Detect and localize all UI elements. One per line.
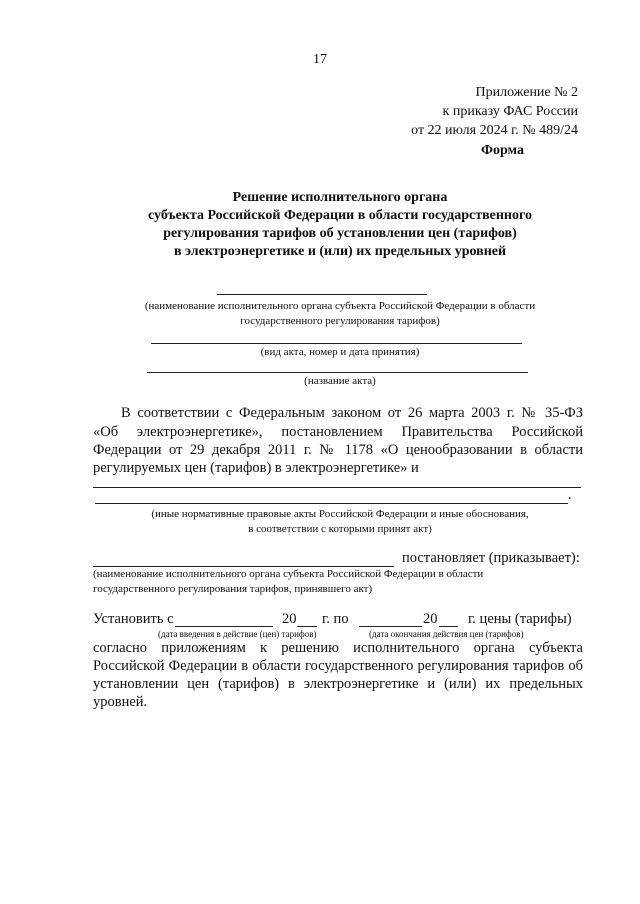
end-date-caption: (дата окончания действия цен (тарифов) xyxy=(369,629,524,639)
annex-line-1: Приложение № 2 xyxy=(475,85,578,100)
title-line-2: субъекта Российской Федерации в области государственного xyxy=(147,208,532,223)
decrees-text: постановляет (приказывает): xyxy=(402,550,580,566)
act-name-field[interactable] xyxy=(147,372,528,373)
other-acts-field-line-2[interactable] xyxy=(95,503,568,504)
annex-reference xyxy=(411,83,578,140)
g-po-text: г. по xyxy=(322,611,349,627)
page-number: 17 xyxy=(313,52,327,67)
other-acts-caption xyxy=(0,507,640,537)
paragraph2-line-1: согласно приложениям к решению исполнительного органа субъекта xyxy=(93,640,583,656)
start-date-field[interactable] xyxy=(175,626,273,627)
act-type-caption: (вид акта, номер и дата принятия) xyxy=(260,346,420,358)
adopting-caption-line-1: (наименование исполнительного органа субъекта Российской Федерации в области xyxy=(93,568,484,580)
authority-name-field[interactable] xyxy=(217,294,427,295)
title-line-3: регулирования тарифов об установлении цен (тарифов) xyxy=(163,226,517,241)
other-acts-field-line-1[interactable] xyxy=(93,487,581,488)
paragraph2-line-3: установлении цен (тарифов) в электроэнергетике и (или) их предельных xyxy=(93,676,583,692)
paragraph1-line-1: В соответствии с Федеральным законом от 26 марта 2003 г. № 35-ФЗ xyxy=(121,405,583,421)
adopting-authority-caption xyxy=(93,567,483,597)
other-acts-caption-line-1: (иные нормативные правовые акты Российской Федерации и иные обоснования, xyxy=(151,508,529,520)
period-mark: . xyxy=(568,487,572,503)
act-name-caption: (название акта) xyxy=(304,375,376,387)
annex-line-2: к приказу ФАС России xyxy=(442,104,578,119)
paragraph1-line-4: регулируемых цен (тарифов) в электроэнергетике» и xyxy=(93,460,419,476)
end-date-field[interactable] xyxy=(359,626,422,627)
other-acts-caption-line-2: в соответствии с которыми принят акт) xyxy=(248,523,432,535)
establish-prefix: Установить с xyxy=(93,611,174,627)
act-type-field[interactable] xyxy=(151,343,522,344)
authority-caption xyxy=(0,299,640,329)
title-line-1: Решение исполнительного органа xyxy=(232,190,448,205)
document-title xyxy=(0,189,640,261)
adopting-caption-line-2: государственного регулирования тарифов, принявшего акт) xyxy=(93,583,373,595)
start-date-caption: (дата введения в действие (цен) тарифов) xyxy=(158,629,317,639)
end-year-field[interactable] xyxy=(439,626,458,627)
start-year-prefix: 20 xyxy=(282,611,297,627)
start-year-field[interactable] xyxy=(297,626,317,627)
authority-caption-line-2: государственного регулирования тарифов) xyxy=(240,315,440,327)
end-year-prefix: 20 xyxy=(423,611,438,627)
paragraph1-line-2: «Об электроэнергетике», постановлением Правительства Российской xyxy=(93,424,583,440)
form-label: Форма xyxy=(480,143,524,158)
annex-line-3: от 22 июля 2024 г. № 489/24 xyxy=(411,123,578,138)
authority-caption-line-1: (наименование исполнительного органа субъекта Российской Федерации в области xyxy=(144,300,536,312)
title-line-4: в электроэнергетике и (или) их предельных уровней xyxy=(173,244,507,259)
paragraph1-line-3: Федерации от 29 декабря 2011 г. № 1178 «О ценообразовании в области xyxy=(93,442,583,458)
paragraph2-line-4: уровней. xyxy=(93,694,148,710)
paragraph2-line-2: Российской Федерации в области государственного регулирования тарифов об xyxy=(93,658,583,674)
establish-suffix: г. цены (тарифы) xyxy=(468,611,572,627)
